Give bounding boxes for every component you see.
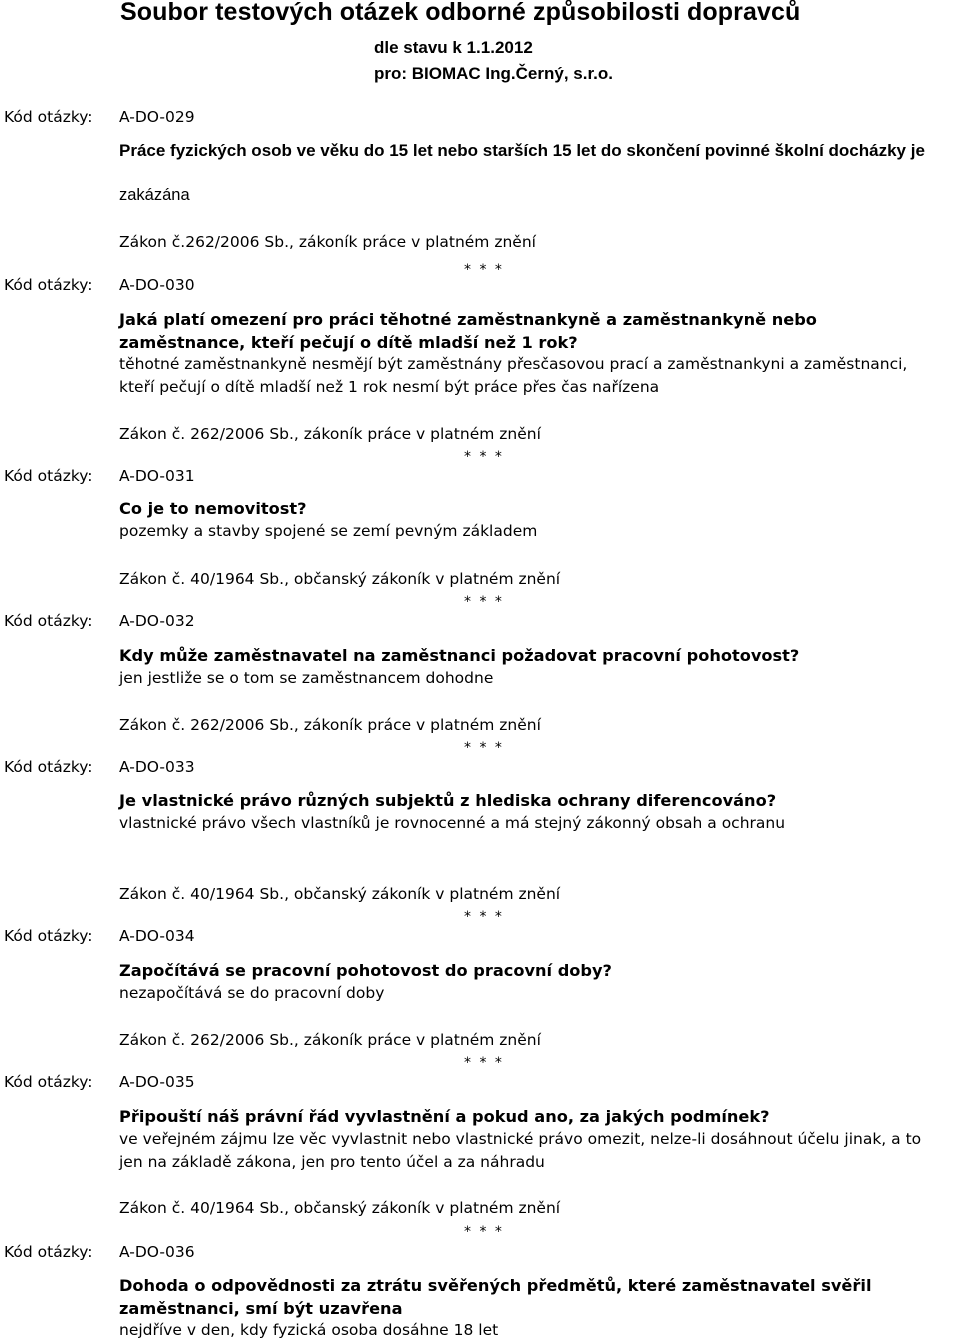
answer-text: nejdříve v den, kdy fyzická osoba dosáhne 18 let	[119, 1321, 499, 1339]
question-code-label: Kód otázky:	[4, 108, 93, 126]
law-reference: Zákon č. 262/2006 Sb., zákoník práce v platném znění	[119, 716, 541, 734]
document-state-date: dle stavu k 1.1.2012	[374, 38, 533, 57]
question-code: A-DO-033	[119, 758, 195, 776]
question-code-label: Kód otázky:	[4, 758, 93, 776]
law-reference: Zákon č. 40/1964 Sb., občanský zákoník v platném znění	[119, 570, 561, 588]
separator: * * *	[464, 262, 504, 278]
question-text: Je vlastnické právo různých subjektů z hlediska ochrany diferencováno?	[119, 791, 777, 810]
answer-text: nezapočítává se do pracovní doby	[119, 984, 385, 1002]
question-code: A-DO-030	[119, 276, 195, 294]
question-text: Kdy může zaměstnavatel na zaměstnanci požadovat pracovní pohotovost?	[119, 646, 800, 665]
separator: * * *	[464, 1055, 504, 1071]
document-recipient: pro: BIOMAC Ing.Černý, s.r.o.	[374, 64, 613, 83]
question-text: Jaká platí omezení pro práci těhotné zaměstnankyně a zaměstnankyně nebo zaměstnance, kteří pečují o dítě mladší než 1 rok?	[119, 310, 817, 352]
question-text: Práce fyzických osob ve věku do 15 let nebo starších 15 let do skončení povinné školní docházky je	[119, 141, 925, 160]
question-code-label: Kód otázky:	[4, 276, 93, 294]
question-code-label: Kód otázky:	[4, 612, 93, 630]
answer-text: vlastnické právo všech vlastníků je rovnocenné a má stejný zákonný obsah a ochranu	[119, 814, 786, 832]
law-reference: Zákon č. 40/1964 Sb., občanský zákoník v platném znění	[119, 1199, 561, 1217]
answer-text: ve veřejném zájmu lze věc vyvlastnit nebo vlastnické právo omezit, nelze-li dosáhnout účelu jinak, a to jen na základě zákona, jen pro tento účel a za náhradu	[119, 1130, 922, 1171]
question-code-label: Kód otázky:	[4, 1243, 93, 1261]
separator: * * *	[464, 740, 504, 756]
separator: * * *	[464, 449, 504, 465]
answer-text: jen jestliže se o tom se zaměstnancem dohodne	[119, 669, 494, 687]
separator: * * *	[464, 909, 504, 925]
question-code: A-DO-031	[119, 467, 195, 485]
question-code-label: Kód otázky:	[4, 927, 93, 945]
question-code: A-DO-034	[119, 927, 195, 945]
law-reference: Zákon č. 40/1964 Sb., občanský zákoník v platném znění	[119, 885, 561, 903]
answer-text: pozemky a stavby spojené se zemí pevným základem	[119, 522, 538, 540]
law-reference: Zákon č.262/2006 Sb., zákoník práce v platném znění	[119, 233, 536, 251]
separator: * * *	[464, 594, 504, 610]
question-code: A-DO-032	[119, 612, 195, 630]
question-code: A-DO-029	[119, 108, 195, 126]
question-code-label: Kód otázky:	[4, 1073, 93, 1091]
question-code: A-DO-035	[119, 1073, 195, 1091]
separator: * * *	[464, 1224, 504, 1240]
question-text: Dohoda o odpovědnosti za ztrátu svěřených předmětů, které zaměstnavatel svěřil zaměstnanci, smí být uzavřena	[119, 1276, 872, 1318]
law-reference: Zákon č. 262/2006 Sb., zákoník práce v platném znění	[119, 1031, 541, 1049]
question-code-label: Kód otázky:	[4, 467, 93, 485]
question-code: A-DO-036	[119, 1243, 195, 1261]
answer-text: těhotné zaměstnankyně nesmějí být zaměstnány přesčasovou prací a zaměstnankyni a zaměstnanci, kteří pečují o dítě mladší než 1 rok nesmí být práce přes čas nařízena	[119, 355, 908, 396]
law-reference: Zákon č. 262/2006 Sb., zákoník práce v platném znění	[119, 425, 541, 443]
question-text: Připouští náš právní řád vyvlastnění a pokud ano, za jakých podmínek?	[119, 1107, 770, 1126]
answer-text: zakázána	[119, 186, 190, 204]
question-text: Započítává se pracovní pohotovost do pracovní doby?	[119, 961, 612, 980]
document-title: Soubor testových otázek odborné způsobilosti dopravců	[120, 0, 801, 26]
question-text: Co je to nemovitost?	[119, 499, 307, 518]
